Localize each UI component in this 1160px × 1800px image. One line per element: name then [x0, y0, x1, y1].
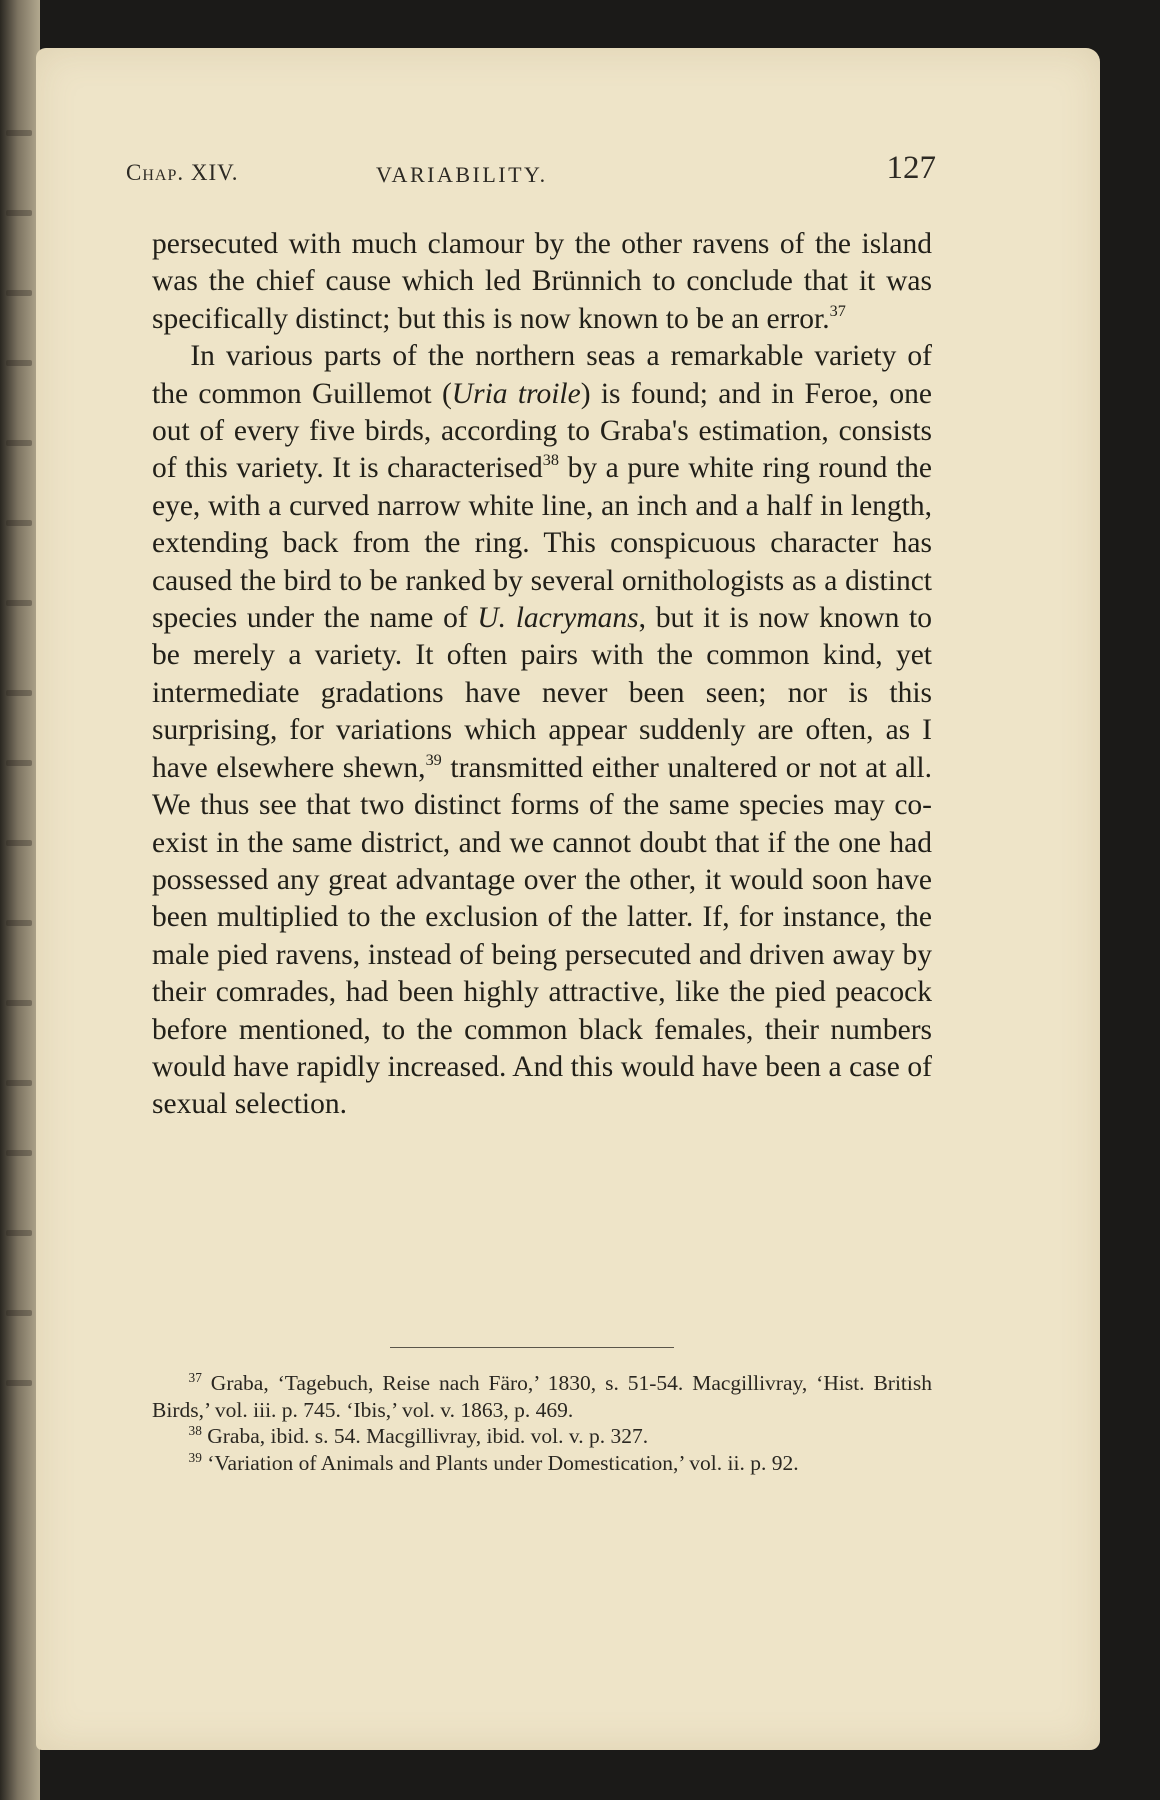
footnote-39 — [152, 1450, 932, 1477]
main-text — [152, 226, 932, 1124]
paragraph-2-text-b: ) is found; and in Feroe, one out of every five birds, according to Graba's estimation, consists of this variety. It is characterised — [152, 377, 932, 485]
footnote-ref-39: 39 — [425, 750, 442, 769]
footnote-38 — [152, 1423, 932, 1450]
chapter-label: Chap. XIV. — [126, 160, 239, 185]
previous-page-edge — [0, 0, 40, 1800]
paragraph-2 — [152, 338, 932, 1124]
footnotes — [152, 1370, 932, 1476]
footnote-text: Graba, ibid. s. 54. Macgillivray, ibid. vol. v. p. 327. — [207, 1424, 649, 1448]
paragraph-2-text-a: In various parts of the northern seas a remarkable variety of the common Guillemot ( — [152, 340, 932, 410]
footnote-divider — [390, 1347, 674, 1348]
footnote-ref-38: 38 — [542, 451, 559, 470]
footnote-number: 37 — [188, 1370, 202, 1386]
footnote-text: Graba, ‘Tagebuch, Reise nach Färo,’ 1830, s. 51-54. Macgillivray, ‘Hist. British Birds,’ vol. iii. p. 745. ‘Ibis,’ vol. v. 1863, p. 469. — [152, 1371, 932, 1422]
running-title: VARIABILITY. — [376, 162, 548, 187]
paragraph-1-text: persecuted with much clamour by the other ravens of the island was the chief cause which led Brünnich to conclude that it was specifically distinct; but this is now known to be an error. — [152, 228, 932, 335]
footnote-number: 39 — [188, 1449, 202, 1465]
paragraph-2-text-e: transmitted either unaltered or not at all. We thus see that two distinct forms of the same species may co-exist in the same district, and we cannot doubt that if the one had possessed any great advantage over the other, it would soon have been multiplied to the exclusion of the latter. If, for instance, the male pied ravens, instead of being persecuted and driven away by their comrades, had been highly attractive, like the pied peacock before mentioned, to the common black females, their numbers would have rapidly increased. And this would have been a case of sexual selection. — [152, 751, 932, 1121]
species-name-uria-troile: Uria troile — [451, 377, 581, 410]
footnote-text: ‘Variation of Animals and Plants under Domestication,’ vol. ii. p. 92. — [207, 1450, 799, 1475]
page-number: 127 — [886, 150, 936, 186]
footnote-number: 38 — [188, 1423, 202, 1439]
page-header — [126, 100, 936, 190]
footnote-ref-37: 37 — [829, 301, 846, 320]
paragraph-1 — [152, 226, 932, 338]
species-name-lacrymans: U. lacrymans — [477, 602, 639, 635]
paragraph-2-text-c: by a pure white ring round the eye, with a curved narrow white line, an inch and a half in length, extending back from the ring. This conspicuous character has caused the bird to be ranked by several ornithologists as a distinct species under the name of — [152, 452, 933, 635]
paragraph-2-text-d: , but it is now known to be merely a variety. It often pairs with the common kind, yet intermediate gradations have never been seen; nor is this surprising, for variations which appear suddenly are often, as I have elsewhere shewn, — [152, 602, 932, 784]
footnote-37 — [152, 1370, 932, 1423]
